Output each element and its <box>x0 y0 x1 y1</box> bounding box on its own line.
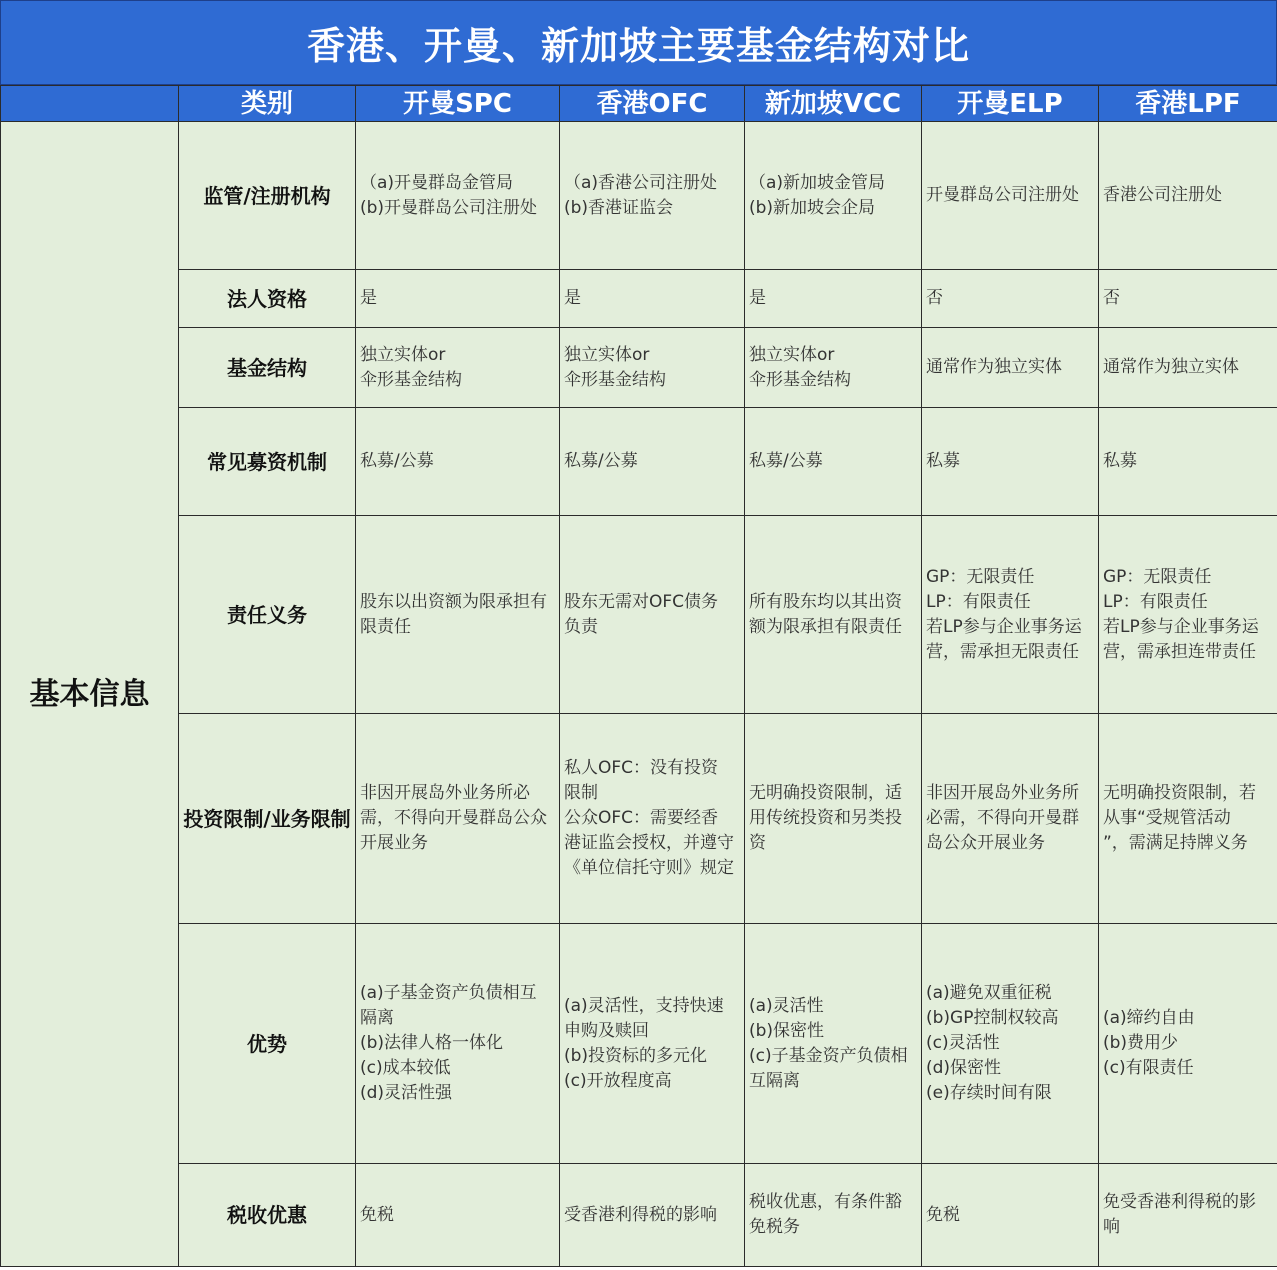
cell-line: 免税 <box>360 1204 394 1225</box>
cell-line: (a)灵活性，支持快速 <box>564 995 724 1016</box>
cell-line: (e)存续时间有限 <box>926 1083 1052 1103</box>
cell-line: (b)投资标的多元化 <box>564 1045 708 1066</box>
cell-line: (a)子基金资产负债相互 <box>360 983 537 1003</box>
header-row <box>1 86 1277 122</box>
cell-line: 独立实体or <box>360 344 446 365</box>
cell-line: 从事“受规管活动 <box>1103 808 1231 828</box>
cell-line: 若LP参与企业事务运 <box>926 616 1082 637</box>
cell-line: 私募 <box>1103 451 1137 471</box>
cell-hk-lpf <box>1099 714 1277 924</box>
cell-hk-ofc <box>560 924 745 1164</box>
cell-line: 是 <box>749 288 766 308</box>
row-label: 税收优惠 <box>179 1164 356 1267</box>
cell-line: （a)香港公司注册处 <box>564 172 718 193</box>
cell-line: 港证监会授权，并遵守 <box>564 833 734 853</box>
header-hk-lpf: 香港LPF <box>1099 86 1277 122</box>
table-row <box>1 924 1277 1164</box>
cell-line: 公众OFC：需要经香 <box>564 808 719 828</box>
cell-line: 否 <box>926 288 943 308</box>
cell-line: 非因开展岛外业务所 <box>926 783 1079 803</box>
cell-line: 私募/公募 <box>749 451 823 471</box>
cell-line: 必需，不得向开曼群 <box>926 808 1079 828</box>
cell-line: 非因开展岛外业务所必 <box>360 783 530 803</box>
cell-line: 免受香港利得税的影 <box>1103 1192 1256 1212</box>
cell-line: (c)有限责任 <box>1103 1058 1194 1078</box>
cell-line: 股东无需对OFC债务 <box>564 591 719 612</box>
header-blank <box>1 86 179 122</box>
cell-line: 申购及赎回 <box>564 1020 649 1041</box>
cell-line: 额为限承担有限责任 <box>749 616 902 637</box>
cell-line: 资 <box>749 833 766 853</box>
cell-cayman-elp <box>922 328 1099 408</box>
cell-line: 开曼群岛公司注册处 <box>926 185 1079 205</box>
cell-line: (a)避免双重征税 <box>926 983 1052 1003</box>
cell-line: 私募/公募 <box>360 451 434 471</box>
cell-line: 否 <box>1103 288 1120 308</box>
cell-hk-lpf <box>1099 924 1277 1164</box>
cell-cayman-elp <box>922 270 1099 328</box>
cell-sg-vcc <box>745 714 922 924</box>
cell-line: 是 <box>360 288 377 308</box>
header-cayman-elp: 开曼ELP <box>922 86 1099 122</box>
cell-sg-vcc <box>745 516 922 714</box>
cell-hk-ofc <box>560 714 745 924</box>
cell-line: (b)新加坡会企局 <box>749 197 876 218</box>
table-row <box>1 1164 1277 1267</box>
header-sg-vcc: 新加坡VCC <box>745 86 922 122</box>
cell-line: 开展业务 <box>360 833 428 853</box>
cell-line: 用传统投资和另类投 <box>749 808 902 828</box>
cell-line: 股东以出资额为限承担有 <box>360 591 547 612</box>
table-row <box>1 270 1277 328</box>
cell-line: 若LP参与企业事务运 <box>1103 616 1259 637</box>
cell-line: 互隔离 <box>749 1070 800 1091</box>
cell-line: 营，需承担无限责任 <box>926 641 1079 662</box>
row-label: 法人资格 <box>179 270 356 328</box>
header-cayman-spc: 开曼SPC <box>356 86 560 122</box>
cell-line: 是 <box>564 288 581 308</box>
cell-cayman-spc <box>356 924 560 1164</box>
cell-cayman-elp <box>922 1164 1099 1267</box>
cell-line: 响 <box>1103 1217 1120 1237</box>
header-category: 类别 <box>179 86 356 122</box>
cell-line: 独立实体or <box>749 344 835 365</box>
cell-line: 私募 <box>926 451 960 471</box>
table-row <box>1 714 1277 924</box>
cell-hk-ofc <box>560 408 745 516</box>
cell-line: GP：无限责任 <box>1103 566 1212 587</box>
cell-hk-ofc <box>560 270 745 328</box>
cell-line: 所有股东均以其出资 <box>749 591 902 612</box>
row-label: 监管/注册机构 <box>179 122 356 270</box>
table-row <box>1 516 1277 714</box>
cell-sg-vcc <box>745 408 922 516</box>
cell-line: (c)开放程度高 <box>564 1070 672 1091</box>
cell-hk-lpf <box>1099 516 1277 714</box>
cell-line: (c)成本较低 <box>360 1058 451 1078</box>
cell-line: 香港公司注册处 <box>1103 185 1222 205</box>
page-title: 香港、开曼、新加坡主要基金结构对比 <box>0 0 1277 85</box>
cell-line: 无明确投资限制，若 <box>1103 783 1256 803</box>
cell-hk-lpf <box>1099 1164 1277 1267</box>
cell-line: (b)GP控制权较高 <box>926 1008 1059 1028</box>
cell-cayman-elp <box>922 408 1099 516</box>
cell-line: (d)保密性 <box>926 1058 1002 1078</box>
cell-cayman-spc <box>356 408 560 516</box>
cell-cayman-spc <box>356 516 560 714</box>
cell-sg-vcc <box>745 122 922 270</box>
row-label: 基金结构 <box>179 328 356 408</box>
cell-line: (b)保密性 <box>749 1020 825 1041</box>
cell-line: 《单位信托守则》规定 <box>564 858 734 878</box>
cell-sg-vcc <box>745 270 922 328</box>
cell-cayman-spc <box>356 1164 560 1267</box>
cell-line: (c)灵活性 <box>926 1033 1000 1053</box>
cell-hk-ofc <box>560 516 745 714</box>
comparison-table <box>0 85 1277 1267</box>
row-label: 常见募资机制 <box>179 408 356 516</box>
cell-line: LP：有限责任 <box>1103 591 1208 612</box>
cell-line: 限责任 <box>360 616 411 637</box>
cell-cayman-spc <box>356 122 560 270</box>
table-row <box>1 408 1277 516</box>
cell-line: (b)费用少 <box>1103 1033 1179 1053</box>
cell-line: 伞形基金结构 <box>360 369 462 390</box>
table-row <box>1 328 1277 408</box>
cell-line: 限制 <box>564 783 598 803</box>
cell-hk-ofc <box>560 122 745 270</box>
cell-cayman-elp <box>922 924 1099 1164</box>
cell-line: 税收优惠，有条件豁 <box>749 1192 902 1212</box>
cell-line: ”，需满足持牌义务 <box>1103 833 1248 853</box>
cell-line: 伞形基金结构 <box>564 369 666 390</box>
cell-line: 需，不得向开曼群岛公众 <box>360 808 547 828</box>
cell-cayman-elp <box>922 122 1099 270</box>
cell-hk-lpf <box>1099 408 1277 516</box>
row-label: 优势 <box>179 924 356 1164</box>
cell-line: 负责 <box>564 616 598 637</box>
cell-cayman-elp <box>922 516 1099 714</box>
cell-line: 通常作为独立实体 <box>926 357 1062 377</box>
cell-line: LP：有限责任 <box>926 591 1031 612</box>
cell-line: 免税 <box>926 1204 960 1225</box>
cell-line: 私人OFC：没有投资 <box>564 758 719 778</box>
cell-line: 隔离 <box>360 1008 394 1028</box>
section-label: 基本信息 <box>1 122 179 1267</box>
cell-hk-lpf <box>1099 122 1277 270</box>
cell-line: 营，需承担连带责任 <box>1103 641 1256 662</box>
row-label: 投资限制/业务限制 <box>179 714 356 924</box>
cell-cayman-elp <box>922 714 1099 924</box>
cell-line: (a)灵活性 <box>749 995 824 1016</box>
cell-hk-ofc <box>560 328 745 408</box>
cell-sg-vcc <box>745 1164 922 1267</box>
cell-hk-lpf <box>1099 270 1277 328</box>
cell-line: 无明确投资限制，适 <box>749 783 902 803</box>
cell-line: GP：无限责任 <box>926 566 1035 587</box>
cell-line: 伞形基金结构 <box>749 369 851 390</box>
cell-line: (a)缔约自由 <box>1103 1008 1195 1028</box>
cell-sg-vcc <box>745 328 922 408</box>
cell-line: (b)香港证监会 <box>564 197 674 218</box>
cell-line: 通常作为独立实体 <box>1103 357 1239 377</box>
cell-line: (d)灵活性强 <box>360 1083 453 1103</box>
cell-hk-lpf <box>1099 328 1277 408</box>
cell-cayman-spc <box>356 714 560 924</box>
cell-cayman-spc <box>356 328 560 408</box>
cell-line: （a)新加坡金管局 <box>749 172 886 193</box>
cell-line: (b)法律人格一体化 <box>360 1033 504 1053</box>
cell-line: (c)子基金资产负债相 <box>749 1045 908 1066</box>
cell-line: 岛公众开展业务 <box>926 833 1045 853</box>
cell-hk-ofc <box>560 1164 745 1267</box>
cell-cayman-spc <box>356 270 560 328</box>
cell-line: 私募/公募 <box>564 451 638 471</box>
cell-line: 受香港利得税的影响 <box>564 1204 717 1225</box>
table-row <box>1 122 1277 270</box>
cell-line: 独立实体or <box>564 344 650 365</box>
cell-line: (b)开曼群岛公司注册处 <box>360 197 538 218</box>
cell-line: （a)开曼群岛金管局 <box>360 172 514 193</box>
header-hk-ofc: 香港OFC <box>560 86 745 122</box>
row-label: 责任义务 <box>179 516 356 714</box>
cell-line: 免税务 <box>749 1217 800 1237</box>
cell-sg-vcc <box>745 924 922 1164</box>
